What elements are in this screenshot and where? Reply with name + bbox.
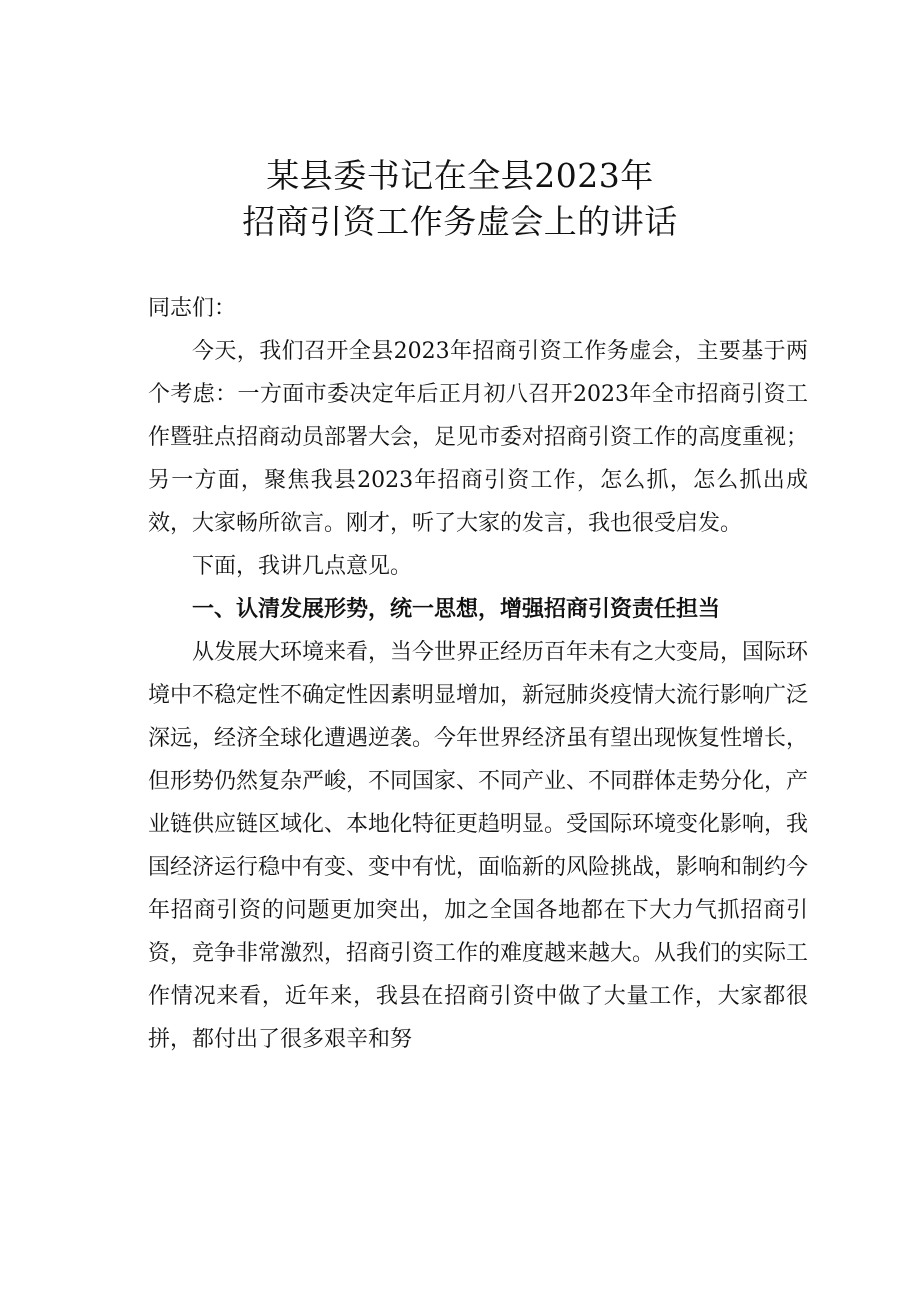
transition-paragraph: 下面，我讲几点意见。 xyxy=(192,554,413,579)
title-line-2: 招商引资工作务虚会上的讲话 xyxy=(242,202,678,241)
section-heading-1: 一、认清发展形势，统一思想，增强招商引资责任担当 xyxy=(192,597,721,622)
salutation: 同志们： xyxy=(148,296,237,321)
document-title xyxy=(0,153,920,245)
title-line-1: 某县委书记在全县2023年 xyxy=(266,156,654,195)
section-1-paragraph: 从发展大环境来看，当今世界正经历百年未有之大变局，国际环境中不稳定性不确定性因素明显增加，新冠肺炎疫情大流行影响广泛深远，经济全球化遭遇逆袭。今年世界经济虽有望出现恢复性增长，但形势仍然复杂严峻，不同国家、不同产业、不同群体走势分化，产业链供应链区域化、本地化特征更趋明显。受国际环境变化影响，我国经济运行稳中有变、变中有忧，面临新的风险挑战，影响和制约今年招商引资的问题更加突出，加之全国各地都在下大力气抓招商引资，竞争非常激烈，招商引资工作的难度越来越大。从我们的实际工作情况来看，近年来，我县在招商引资中做了大量工作，大家都很拼，都付出了很多艰辛和努 xyxy=(148,640,809,1052)
document-body xyxy=(148,287,808,1061)
opening-paragraph: 今天，我们召开全县2023年招商引资工作务虚会，主要基于两个考虑：一方面市委决定年后正月初八召开2023年全市招商引资工作暨驻点招商动员部署大会，足见市委对招商引资工作的高度重视；另一方面，聚焦我县2023年招商引资工作，怎么抓，怎么抓出成效，大家畅所欲言。刚才，听了大家的发言，我也很受启发。 xyxy=(148,339,809,536)
